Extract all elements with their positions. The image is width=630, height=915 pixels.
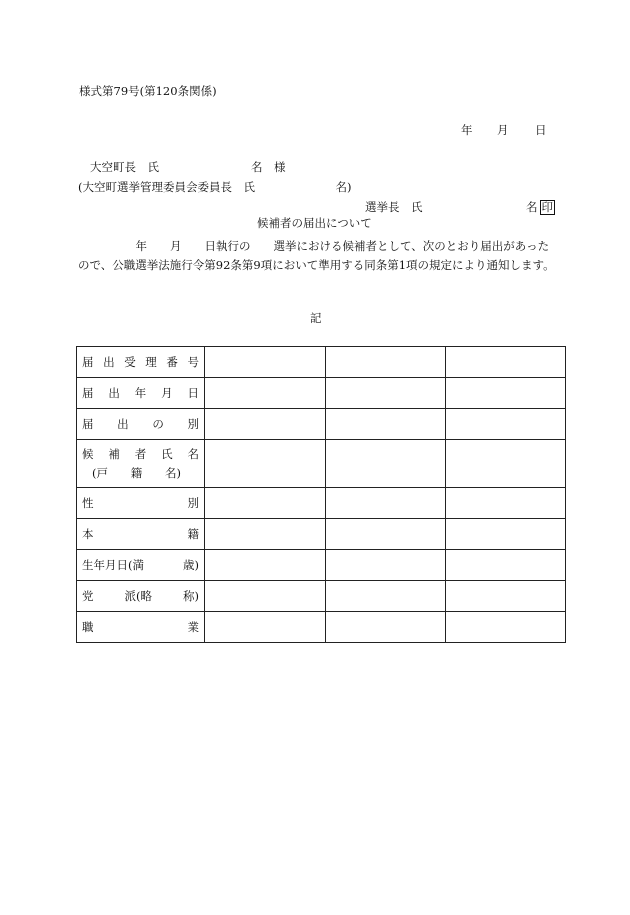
row-label-text xyxy=(82,354,199,370)
label-char: 生年月日(満 xyxy=(82,558,144,572)
label-char: 補 xyxy=(108,447,120,461)
label-char: 出 xyxy=(103,355,115,369)
date-line xyxy=(461,125,547,137)
seal-mark: 印 xyxy=(541,200,553,214)
table-row xyxy=(77,409,566,440)
row-label xyxy=(77,581,205,612)
blank-cell-3[interactable] xyxy=(446,612,566,643)
blank-cell-2[interactable] xyxy=(326,581,446,612)
blank-cell-1[interactable] xyxy=(205,519,326,550)
row-label xyxy=(77,409,205,440)
date-year: 年 xyxy=(461,123,473,137)
row-label-text xyxy=(82,385,199,401)
blank-cell-3[interactable] xyxy=(446,440,566,488)
table-row xyxy=(77,612,566,643)
label-char: の xyxy=(152,417,164,431)
label-char: 年 xyxy=(134,386,147,400)
label-char: 候 xyxy=(82,447,94,461)
blank-cell-2[interactable] xyxy=(326,347,446,378)
label-char: 月 xyxy=(161,386,173,400)
candidate-table xyxy=(76,346,566,643)
label-char: 称) xyxy=(183,589,199,603)
label-subchar: 籍 xyxy=(130,466,143,480)
row-label-text xyxy=(82,495,199,511)
table-row xyxy=(77,488,566,519)
label-char: 本 xyxy=(82,527,94,541)
table-row xyxy=(77,550,566,581)
row-label-text xyxy=(82,416,199,432)
row-label xyxy=(77,519,205,550)
blank-cell-2[interactable] xyxy=(326,612,446,643)
blank-cell-1[interactable] xyxy=(205,550,326,581)
sender-election-chief xyxy=(365,200,555,215)
label-char: 党 xyxy=(82,589,94,603)
table-row xyxy=(77,378,566,409)
blank-cell-2[interactable] xyxy=(326,409,446,440)
date-month: 月 xyxy=(497,123,509,137)
label-char: 日 xyxy=(187,386,199,400)
table-row xyxy=(77,440,566,488)
label-char: 理 xyxy=(145,355,157,369)
addressee-commission-chair: (大空町選挙管理委員会委員長 氏 名) xyxy=(78,180,352,194)
label-char: 届 xyxy=(82,417,94,431)
label-char: 届 xyxy=(82,386,94,400)
label-char: 性 xyxy=(82,496,94,510)
blank-cell-2[interactable] xyxy=(326,378,446,409)
row-label-text xyxy=(82,557,199,573)
blank-cell-1[interactable] xyxy=(205,409,326,440)
ki-heading: 記 xyxy=(310,311,322,325)
blank-cell-3[interactable] xyxy=(446,347,566,378)
label-char: 職 xyxy=(82,620,94,634)
table-row xyxy=(77,519,566,550)
label-char: 者 xyxy=(134,447,147,461)
subject-title: 候補者の届出について xyxy=(257,216,372,230)
label-char: 出 xyxy=(117,417,129,431)
row-label-subtext xyxy=(82,465,199,481)
row-label xyxy=(77,347,205,378)
label-char: 籍 xyxy=(187,527,199,541)
form-number: 様式第79号(第120条関係) xyxy=(79,84,217,98)
blank-cell-3[interactable] xyxy=(446,488,566,519)
label-char: 氏 xyxy=(161,447,173,461)
blank-cell-1[interactable] xyxy=(205,488,326,519)
row-label-text xyxy=(82,526,199,542)
row-label xyxy=(77,440,205,488)
sender-name: 選挙長 氏 名 xyxy=(365,200,538,214)
row-label-text xyxy=(82,446,199,462)
label-char: 番 xyxy=(166,355,178,369)
blank-cell-3[interactable] xyxy=(446,519,566,550)
blank-cell-3[interactable] xyxy=(446,378,566,409)
label-subchar: (戸 xyxy=(92,466,108,480)
blank-cell-2[interactable] xyxy=(326,550,446,581)
row-label-text xyxy=(82,588,199,604)
row-label-text xyxy=(82,619,199,635)
label-char: 号 xyxy=(187,355,199,369)
notice-body: 年 月 日執行の 選挙における候補者として、次のとおり届出があったので、公職選挙法施行令第92条第9項において準用する同条第1項の規定により通知します。 xyxy=(78,239,555,272)
date-day: 日 xyxy=(535,123,547,137)
blank-cell-1[interactable] xyxy=(205,612,326,643)
label-char: 受 xyxy=(124,355,136,369)
label-char: 名 xyxy=(187,447,199,461)
label-char: 業 xyxy=(187,620,199,634)
blank-cell-2[interactable] xyxy=(326,440,446,488)
row-label xyxy=(77,550,205,581)
label-char: 出 xyxy=(108,386,120,400)
blank-cell-1[interactable] xyxy=(205,378,326,409)
addressee-mayor: 大空町長 氏 名 様 xyxy=(90,160,286,174)
row-label xyxy=(77,612,205,643)
label-char: 別 xyxy=(187,417,199,431)
row-label xyxy=(77,378,205,409)
blank-cell-1[interactable] xyxy=(205,581,326,612)
blank-cell-1[interactable] xyxy=(205,347,326,378)
label-subchar: 名) xyxy=(165,466,181,480)
label-char: 別 xyxy=(187,496,199,510)
blank-cell-3[interactable] xyxy=(446,581,566,612)
table-row xyxy=(77,581,566,612)
blank-cell-2[interactable] xyxy=(326,488,446,519)
row-label xyxy=(77,488,205,519)
label-char: 派(略 xyxy=(124,589,152,603)
label-char: 届 xyxy=(82,355,94,369)
table-row xyxy=(77,347,566,378)
blank-cell-1[interactable] xyxy=(205,440,326,488)
blank-cell-2[interactable] xyxy=(326,519,446,550)
label-char: 歳) xyxy=(183,558,199,572)
blank-cell-3[interactable] xyxy=(446,409,566,440)
blank-cell-3[interactable] xyxy=(446,550,566,581)
